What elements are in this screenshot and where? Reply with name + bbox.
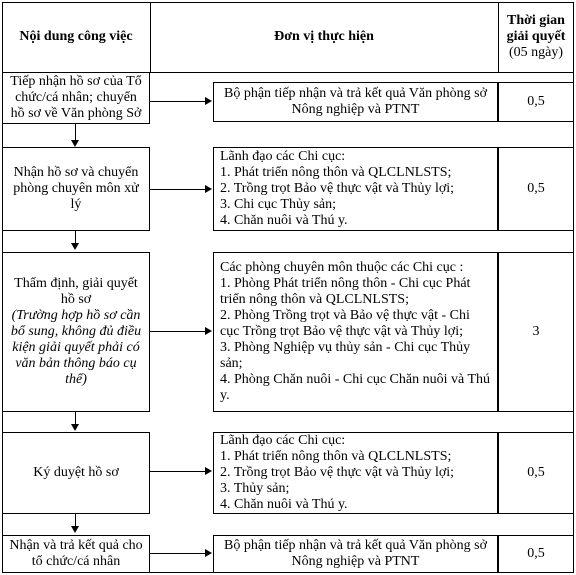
flow-arrow-line xyxy=(150,553,206,554)
step-2-unit-item: 3. Chi cục Thủy sản; xyxy=(220,197,337,212)
step-4-unit-item: 3. Thủy sản; xyxy=(220,481,290,496)
flow-arrow-right-icon xyxy=(205,97,212,105)
flow-arrow-down-icon xyxy=(71,424,79,431)
step-2-unit-item: 1. Phát triển nông thôn và QLCLNLSTS; xyxy=(220,165,452,180)
flow-arrow-line xyxy=(150,101,206,102)
step-4-unit-item: 2. Trồng trọt Bảo vệ thực vật và Thủy lợi; xyxy=(220,465,455,480)
divider xyxy=(498,2,499,72)
step-2-unit-item: 2. Trồng trọt Bảo vệ thực vật và Thủy lợi; xyxy=(220,181,455,196)
header-time-label: Thời gian giải quyết xyxy=(506,13,566,44)
step-5-content: Nhận và trả kết quả cho tổ chức/cá nhân xyxy=(2,535,150,573)
step-4-unit xyxy=(213,432,498,514)
step-3-time: 3 xyxy=(498,252,574,412)
header-time xyxy=(498,2,574,72)
step-2-unit-item: 4. Chăn nuôi và Thú y. xyxy=(220,213,348,228)
step-3-unit-item: 4. Phòng Chăn nuôi - Chi cục Chăn nuôi và Thú y. xyxy=(220,372,490,403)
step-3-content xyxy=(2,252,150,412)
flow-arrow-right-icon xyxy=(205,549,212,557)
step-2-content: Nhận hồ sơ và chuyển phòng chuyên môn xử lý xyxy=(2,147,150,231)
header-content: Nội dung công việc xyxy=(19,29,133,44)
step-5-time: 0,5 xyxy=(498,535,574,573)
step-3-unit-item: 2. Phòng Trồng trọt và Bảo vệ thực vật - Chi cục Trồng trọt Bảo vệ thực vật và Thủy lợi; xyxy=(220,308,470,339)
step-4-unit-title: Lãnh đạo các Chi cục: xyxy=(220,433,346,448)
flow-arrow-right-icon xyxy=(205,327,212,335)
step-3-content-note: (Trường hợp hồ sơ cần bổ sung, không đủ điều kiện giải quyết phải có văn bản thông báo cụ thể) xyxy=(10,308,142,387)
step-2-time: 0,5 xyxy=(498,147,574,231)
flow-arrow-line xyxy=(150,189,206,190)
flow-arrow-line xyxy=(150,471,206,472)
flow-arrow-down-icon xyxy=(71,140,79,147)
step-4-content: Ký duyệt hồ sơ xyxy=(2,432,150,514)
step-3-unit xyxy=(213,252,498,412)
header-unit: Đơn vị thực hiện xyxy=(274,29,374,44)
flow-arrow-down-icon xyxy=(71,526,79,533)
flow-arrow-right-icon xyxy=(205,185,212,193)
step-4-time: 0,5 xyxy=(498,432,574,514)
step-4-unit-item: 4. Chăn nuôi và Thú y. xyxy=(220,497,348,512)
step-3-unit-item: 1. Phòng Phát triển nông thôn - Chi cục Phát triển nông thôn và QLCLNLSTS; xyxy=(220,276,471,307)
divider xyxy=(150,2,151,72)
step-4-unit-item: 1. Phát triển nông thôn và QLCLNLSTS; xyxy=(220,449,452,464)
step-5-unit: Bộ phận tiếp nhận và trả kết quả Văn phòng sở Nông nghiệp và PTNT xyxy=(213,535,498,573)
step-1-time: 0,5 xyxy=(498,82,574,122)
step-2-unit-title: Lãnh đạo các Chi cục: xyxy=(220,149,346,164)
step-3-unit-item: 3. Phòng Nghiệp vụ thủy sản - Chi cục Thủy sản; xyxy=(220,340,471,371)
step-1-content: Tiếp nhận hồ sơ của Tổ chức/cá nhân; chuyển hồ sơ về Văn phòng Sở xyxy=(2,72,150,124)
step-3-unit-title: Các phòng chuyên môn thuộc các Chi cục : xyxy=(220,260,464,275)
step-3-content-main: Thẩm định, giải quyết hồ sơ xyxy=(14,276,138,307)
step-2-unit xyxy=(213,147,498,231)
flow-arrow-down-icon xyxy=(71,243,79,250)
header-time-sub: (05 ngày) xyxy=(508,45,564,60)
flow-arrow-right-icon xyxy=(205,467,212,475)
step-1-unit: Bộ phận tiếp nhận và trả kết quả Văn phòng sở Nông nghiệp và PTNT xyxy=(213,82,498,122)
flow-arrow-line xyxy=(150,331,206,332)
